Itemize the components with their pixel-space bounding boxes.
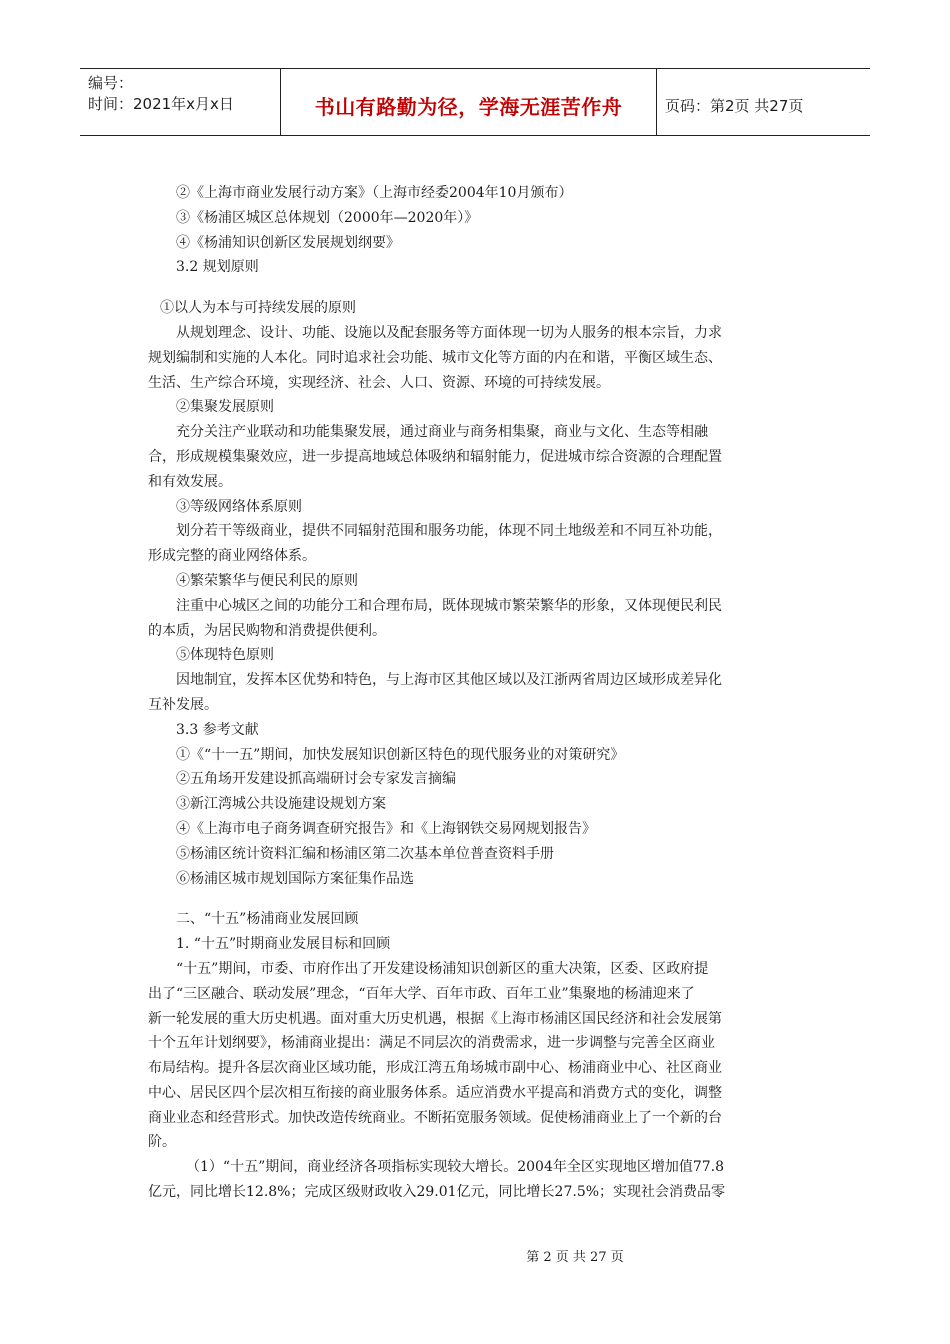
chapter-heading: 二、“十五”杨浦商业发展回顾 bbox=[176, 911, 359, 928]
paragraph-line: “十五”期间，市委、市府作出了开发建设杨浦知识创新区的重大决策，区委、区政府提 bbox=[176, 960, 709, 977]
ref-item: ⑤杨浦区统计资料汇编和杨浦区第二次基本单位普查资料手册 bbox=[176, 845, 554, 862]
paragraph-line: 中心、居民区四个层次相互衔接的商业服务体系。适应消费水平提高和消费方式的变化，调整 bbox=[148, 1084, 722, 1101]
paragraph-line: 注重中心城区之间的功能分工和合理布局，既体现城市繁荣繁华的形象，又体现便民利民 bbox=[176, 597, 722, 614]
principle-heading: ④繁荣繁华与便民利民的原则 bbox=[176, 572, 358, 589]
paragraph-line: 商业业态和经营形式。加快改造传统商业。不断拓宽服务领域。促使杨浦商业上了一个新的台 bbox=[148, 1109, 722, 1126]
ref-item: ③《杨浦区城区总体规划（2000年—2020年）》 bbox=[176, 209, 479, 226]
ref-item: ④《上海市电子商务调查研究报告》和《上海钢铁交易网规划报告》 bbox=[176, 820, 596, 837]
paragraph-line: 亿元，同比增长12.8%；完成区级财政收入29.01亿元，同比增长27.5%；实现社会消费品零 bbox=[148, 1184, 726, 1201]
section-heading: 3.3 参考文献 bbox=[176, 721, 259, 738]
paragraph-line: 互补发展。 bbox=[148, 696, 218, 713]
paragraph-line: 生活、生产综合环境，实现经济、社会、人口、资源、环境的可持续发展。 bbox=[148, 374, 610, 391]
paragraph-line: （1）“十五”期间，商业经济各项指标实现较大增长。2004年全区实现地区增加值77.8 bbox=[186, 1159, 725, 1176]
principle-heading: ③等级网络体系原则 bbox=[176, 498, 302, 515]
ref-item: ①《“十一五”期间，加快发展知识创新区特色的现代服务业的对策研究》 bbox=[176, 746, 625, 763]
page-header bbox=[80, 68, 870, 136]
paragraph-line: 的本质，为居民购物和消费提供便利。 bbox=[148, 622, 386, 639]
footer-page-number: 第 2 页 共 27 页 bbox=[526, 1250, 624, 1265]
spacer bbox=[148, 280, 802, 296]
paragraph-line: 布局结构。提升各层次商业区域功能，形成江湾五角场城市副中心、杨浦商业中心、社区商业 bbox=[148, 1060, 722, 1077]
ref-item: ②五角场开发建设抓高端研讨会专家发言摘编 bbox=[176, 771, 456, 788]
principle-heading: ①以人为本与可持续发展的原则 bbox=[160, 300, 356, 317]
paragraph-line: 划分若干等级商业，提供不同辐射范围和服务功能，体现不同土地级差和不同互补功能， bbox=[176, 523, 722, 540]
paragraph-line: 因地制宜，发挥本区优势和特色，与上海市区其他区域以及江浙两省周边区域形成差异化 bbox=[176, 672, 722, 689]
section-heading: 1. “十五”时期商业发展目标和回顾 bbox=[176, 936, 391, 953]
header-motto: 书山有路勤为径，学海无涯苦作舟 bbox=[281, 69, 657, 135]
principle-heading: ②集聚发展原则 bbox=[176, 399, 274, 416]
paragraph-line: 规划编制和实施的人本化。同时追求社会功能、城市文化等方面的内在和谐，平衡区域生态、 bbox=[148, 349, 722, 366]
principle-heading: ⑤体现特色原则 bbox=[176, 647, 274, 664]
spacer bbox=[148, 891, 802, 907]
paragraph-line: 阶。 bbox=[148, 1134, 176, 1151]
time-label: 时间：2021年x月x日 bbox=[88, 95, 234, 113]
serial-label: 编号： bbox=[88, 74, 134, 92]
paragraph-line: 合，形成规模集聚效应，进一步提高地域总体吸纳和辐射能力，促进城市综合资源的合理配置 bbox=[148, 448, 722, 465]
document-body bbox=[148, 181, 802, 1205]
paragraph-line: 和有效发展。 bbox=[148, 473, 232, 490]
ref-item: ④《杨浦知识创新区发展规划纲要》 bbox=[176, 234, 400, 251]
paragraph-line: 出了“三区融合、联动发展”理念，“百年大学、百年市政、百年工业”集聚地的杨浦迎来了 bbox=[148, 985, 695, 1002]
ref-item: ②《上海市商业发展行动方案》（上海市经委2004年10月颁布） bbox=[176, 185, 573, 201]
header-meta-cell bbox=[80, 69, 281, 135]
section-heading: 3.2 规划原则 bbox=[176, 259, 259, 276]
paragraph-line: 从规划理念、设计、功能、设施以及配套服务等方面体现一切为人服务的根本宗旨，力求 bbox=[176, 324, 722, 341]
paragraph-line: 形成完整的商业网络体系。 bbox=[148, 548, 316, 565]
header-page-info: 页码：第2页 共27页 bbox=[665, 96, 804, 115]
paragraph-line: 新一轮发展的重大历史机遇。面对重大历史机遇，根据《上海市杨浦区国民经济和社会发展第 bbox=[148, 1010, 722, 1027]
ref-item: ⑥杨浦区城市规划国际方案征集作品选 bbox=[176, 870, 414, 887]
page-footer bbox=[0, 1246, 950, 1265]
paragraph-line: 十个五年计划纲要》，杨浦商业提出：满足不同层次的消费需求，进一步调整与完善全区商业 bbox=[148, 1035, 715, 1052]
paragraph-line: 充分关注产业联动和功能集聚发展，通过商业与商务相集聚，商业与文化、生态等相融 bbox=[176, 424, 708, 441]
ref-item: ③新江湾城公共设施建设规划方案 bbox=[176, 796, 386, 813]
